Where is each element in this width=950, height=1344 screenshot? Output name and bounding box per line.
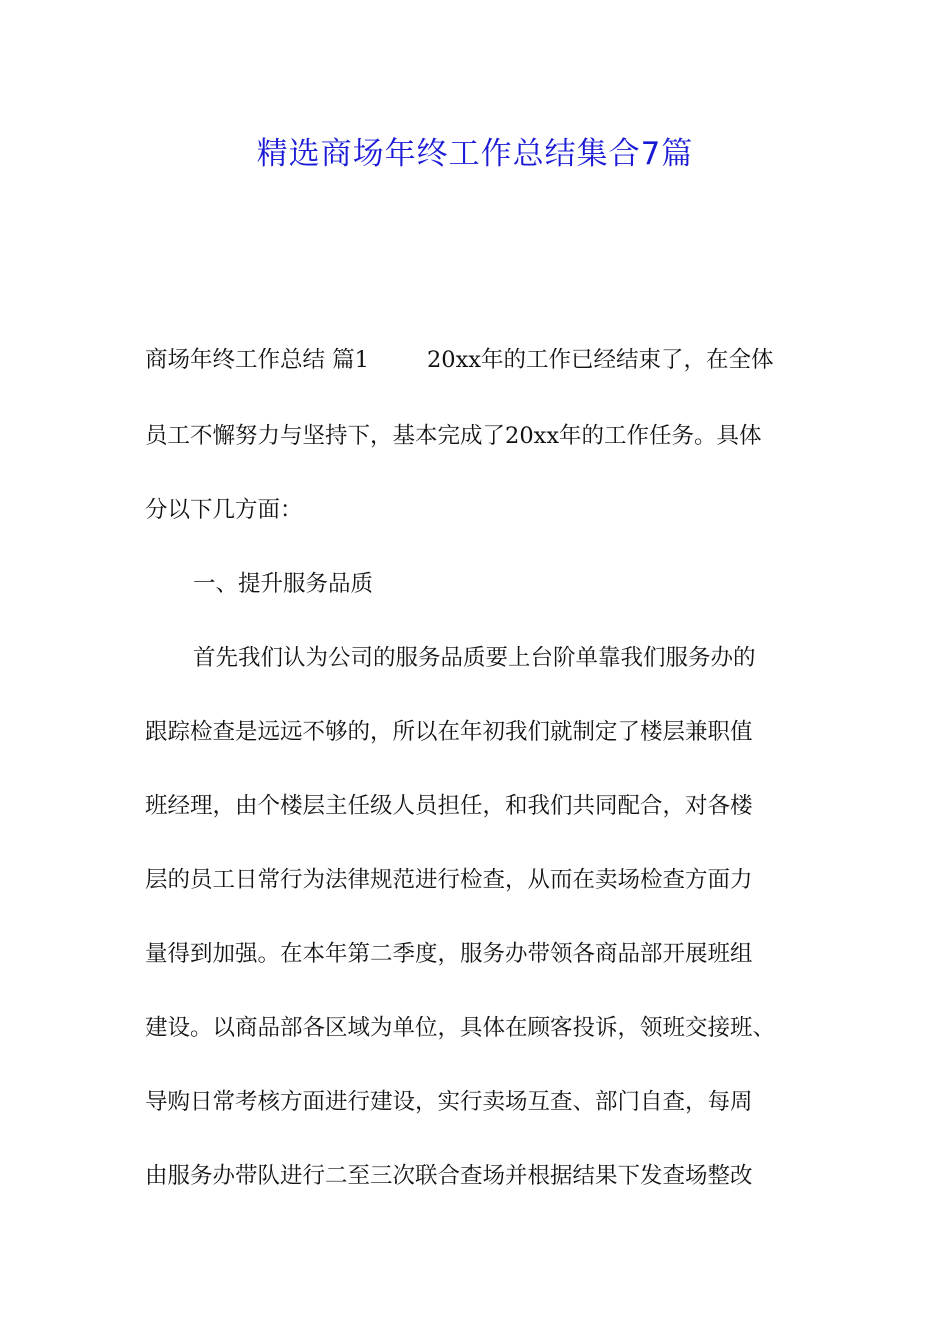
text-line: 员工不懈努力与坚持下，基本完成了20xx年的工作任务。具体 bbox=[145, 423, 762, 449]
paragraph-first-line: 首先我们认为公司的服务品质要上台阶单靠我们服务办的 bbox=[193, 645, 756, 671]
text-line: 班经理，由个楼层主任级人员担任，和我们共同配合，对各楼 bbox=[145, 793, 753, 819]
line-text: 20xx年的工作已经结束了，在全体 bbox=[426, 347, 774, 373]
text-line bbox=[145, 340, 773, 380]
section-heading: 一、提升服务品质 bbox=[193, 571, 374, 597]
text-line: 导购日常考核方面进行建设，实行卖场互查、部门自查，每周 bbox=[145, 1089, 753, 1115]
text-line: 量得到加强。在本年第二季度，服务办带领各商品部开展班组 bbox=[145, 941, 753, 967]
text-line: 由服务办带队进行二至三次联合查场并根据结果下发查场整改 bbox=[145, 1163, 753, 1189]
section-label: 商场年终工作总结 篇1 bbox=[145, 347, 369, 373]
text-line: 跟踪检查是远远不够的，所以在年初我们就制定了楼层兼职值 bbox=[145, 719, 753, 745]
document-title: 精选商场年终工作总结集合7篇 bbox=[256, 136, 694, 172]
text-line: 建设。以商品部各区域为单位，具体在顾客投诉，领班交接班、 bbox=[145, 1015, 776, 1041]
document-body bbox=[145, 340, 825, 1220]
text-line: 分以下几方面： bbox=[145, 497, 303, 523]
text-line: 层的员工日常行为法律规范进行检查，从而在卖场检查方面力 bbox=[145, 867, 753, 893]
